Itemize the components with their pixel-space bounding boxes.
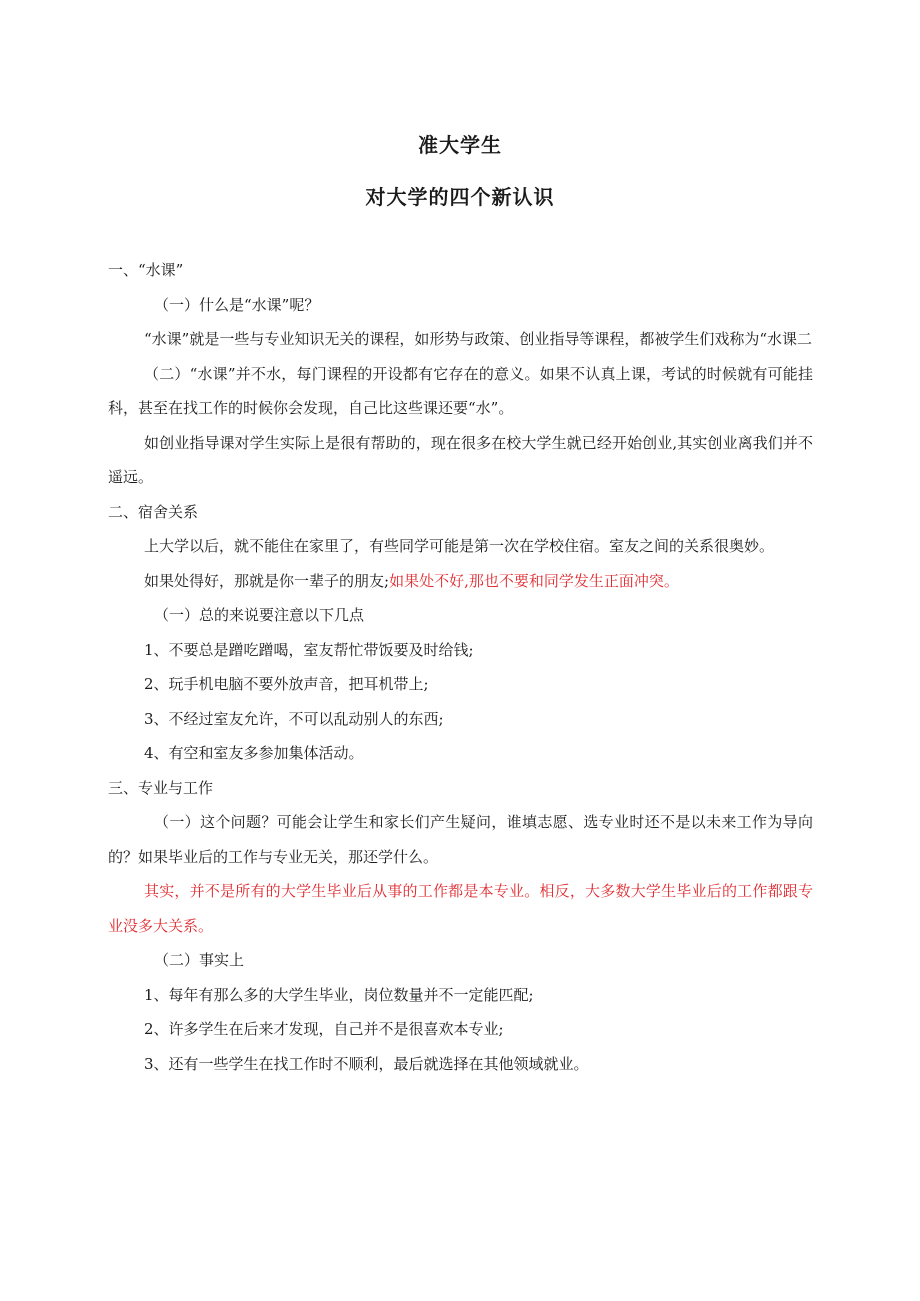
roommate-conflict-highlight: 如果处不好,那也不要和同学发生正面冲突。 — [389, 571, 679, 590]
list-item: 3、不经过室友允许，不可以乱动别人的东西; — [144, 709, 444, 728]
section-heading-water-course: 一、“水课” — [108, 261, 184, 279]
document-subtitle: 对大学的四个新认识 — [365, 185, 555, 209]
paragraph-major-question: （一）这个问题？可能会让学生和家长们产生疑问，谁填志愿、选专业时还不是以未来工作为导向的？如果毕业后的工作与专业无关，那还学什么。 — [108, 813, 813, 866]
subheading-dorm-tips: （一）总的来说要注意以下几点 — [154, 606, 365, 624]
section-heading-dorm-relations: 二、宿舍关系 — [108, 502, 199, 521]
section-heading-major-and-work: 三、专业与工作 — [108, 778, 214, 797]
paragraph-dorm-life: 上大学以后，就不能住在家里了，有些同学可能是第一次在学校住宿。室友之间的关系很奥妙。 — [144, 537, 775, 555]
paragraph-water-course-meaning: （二）“水课”并不水，每门课程的开设都有它存在的意义。如果不认真上课，考试的时候就有可能挂科，甚至在找工作的时候你会发现，自己比这些课还要“水”。 — [108, 364, 813, 417]
subheading-what-is-water-course: （一）什么是“水课”呢？ — [154, 295, 320, 314]
list-item: 1、每年有那么多的大学生毕业，岗位数量并不一定能匹配; — [144, 985, 534, 1004]
paragraph-roommate-friendship — [108, 564, 813, 599]
document-body — [108, 253, 813, 1081]
list-item: 4、有空和室友多参加集体活动。 — [144, 744, 364, 762]
roommate-friendship-text: 如果处得好，那就是你一辈子的朋友; — [144, 571, 390, 590]
paragraph-water-course-definition: “水课”就是一些与专业知识无关的课程，如形势与政策、创业指导等课程，都被学生们戏称为“水课二 — [144, 330, 813, 348]
subheading-in-fact: （二）事实上 — [154, 951, 245, 969]
list-item: 1、不要总是蹭吃蹭喝，室友帮忙带饭要及时给钱; — [144, 640, 474, 659]
paragraph-entrepreneurship-course: 如创业指导课对学生实际上是很有帮助的，现在很多在校大学生就已经开始创业,其实创业离我们并不遥远。 — [108, 433, 813, 486]
paragraph-major-fact-highlight: 其实，并不是所有的大学生毕业后从事的工作都是本专业。相反，大多数大学生毕业后的工作都跟专业没多大关系。 — [108, 882, 813, 935]
list-item: 3、还有一些学生在找工作时不顺利，最后就选择在其他领域就业。 — [144, 1054, 589, 1073]
list-item: 2、许多学生在后来才发现，自己并不是很喜欢本专业; — [144, 1020, 504, 1038]
document-title: 准大学生 — [418, 133, 502, 157]
list-item: 2、玩手机电脑不要外放声音，把耳机带上; — [144, 675, 429, 693]
